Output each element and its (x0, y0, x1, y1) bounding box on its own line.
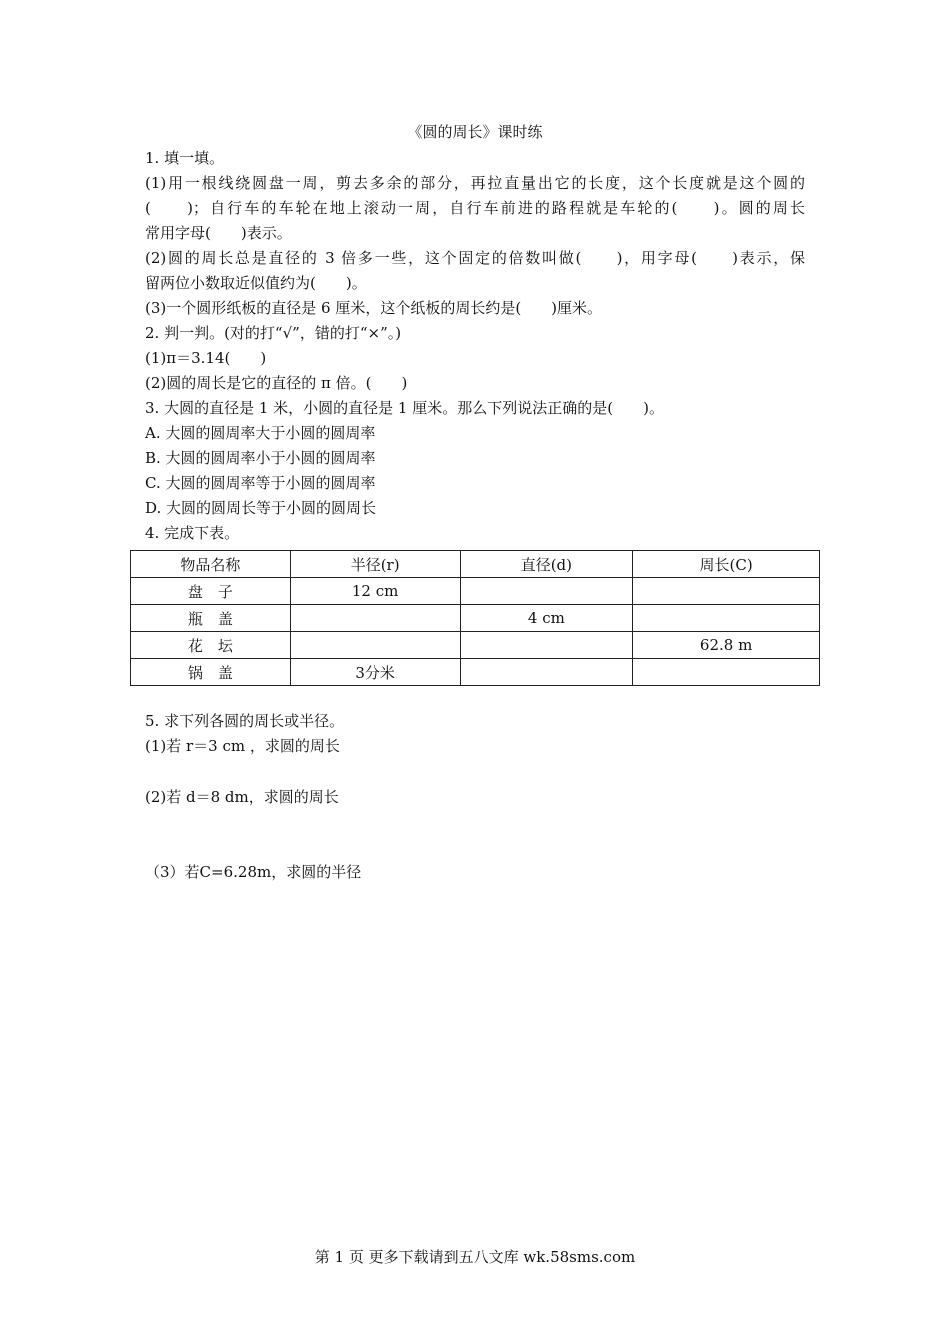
table-row (131, 578, 820, 605)
table-cell (290, 632, 460, 659)
table-cell: 4 cm (460, 605, 633, 632)
table-cell: 62.8 m (633, 632, 820, 659)
q1-heading: 1. 填一填。 (145, 149, 225, 167)
table-cell: 盘 子 (131, 578, 291, 605)
q3-option-d: D. 大圆的圆周长等于小圆的圆周长 (145, 499, 377, 517)
q2-item1: (1)π＝3.14( ) (145, 349, 267, 367)
q3-option-a: A. 大圆的圆周率大于小圆的圆周率 (145, 424, 376, 442)
column-header: 半径(r) (290, 551, 460, 578)
table-cell (633, 605, 820, 632)
table-row (131, 605, 820, 632)
q1-p3: (3)一个圆形纸板的直径是 6 厘米，这个纸板的周长约是( )厘米。 (145, 299, 603, 317)
table-cell (290, 605, 460, 632)
table-cell (633, 578, 820, 605)
table-cell: 瓶 盖 (131, 605, 291, 632)
q1-p2-line1: (2)圆的周长总是直径的 3 倍多一些，这个固定的倍数叫做( )，用字母( )表示，保 (145, 249, 805, 267)
table-cell (460, 578, 633, 605)
table-cell: 锅 盖 (131, 659, 291, 686)
table-row (131, 659, 820, 686)
table-cell: 花 坛 (131, 632, 291, 659)
column-header: 物品名称 (131, 551, 291, 578)
q1-p1-line3: 常用字母( )表示。 (145, 224, 292, 242)
page-footer: 第 1 页 更多下载请到五八文库 wk.58sms.com (314, 1248, 636, 1266)
q3-heading: 3. 大圆的直径是 1 米，小圆的直径是 1 厘米。那么下列说法正确的是( )。 (145, 399, 664, 417)
table-cell (460, 632, 633, 659)
circle-table (130, 550, 820, 686)
q1-p1-line2: ( )；自行车的车轮在地上滚动一周，自行车前进的路程就是车轮的( )。圆的周长 (145, 199, 805, 217)
q5-item2: (2)若 d＝8 dm，求圆的周长 (145, 788, 339, 806)
table-cell: 12 cm (290, 578, 460, 605)
q5-item3: （3）若C=6.28m，求圆的半径 (145, 863, 362, 881)
q4-heading: 4. 完成下表。 (145, 524, 240, 542)
q1-p2-line2: 留两位小数取近似值约为( )。 (145, 274, 367, 292)
q1-p1-line1: (1)用一根线绕圆盘一周，剪去多余的部分，再拉直量出它的长度，这个长度就是这个圆的 (145, 174, 805, 192)
column-header: 直径(d) (460, 551, 633, 578)
table-header-row (131, 551, 820, 578)
table-cell (633, 659, 820, 686)
q5-heading: 5. 求下列各圆的周长或半径。 (145, 712, 345, 730)
page-title: 《圆的周长》课时练 (407, 123, 543, 141)
q3-option-c: C. 大圆的圆周率等于小圆的圆周率 (145, 474, 376, 492)
q2-item2: (2)圆的周长是它的直径的 π 倍。( ) (145, 374, 408, 392)
table-row (131, 632, 820, 659)
q3-option-b: B. 大圆的圆周率小于小圆的圆周率 (145, 449, 376, 467)
q5-item1: (1)若 r＝3 cm ，求圆的周长 (145, 737, 340, 755)
q2-heading: 2. 判一判。(对的打“√”，错的打“×”。) (145, 324, 402, 342)
table-cell (460, 659, 633, 686)
column-header: 周长(C) (633, 551, 820, 578)
table-cell: 3分米 (290, 659, 460, 686)
